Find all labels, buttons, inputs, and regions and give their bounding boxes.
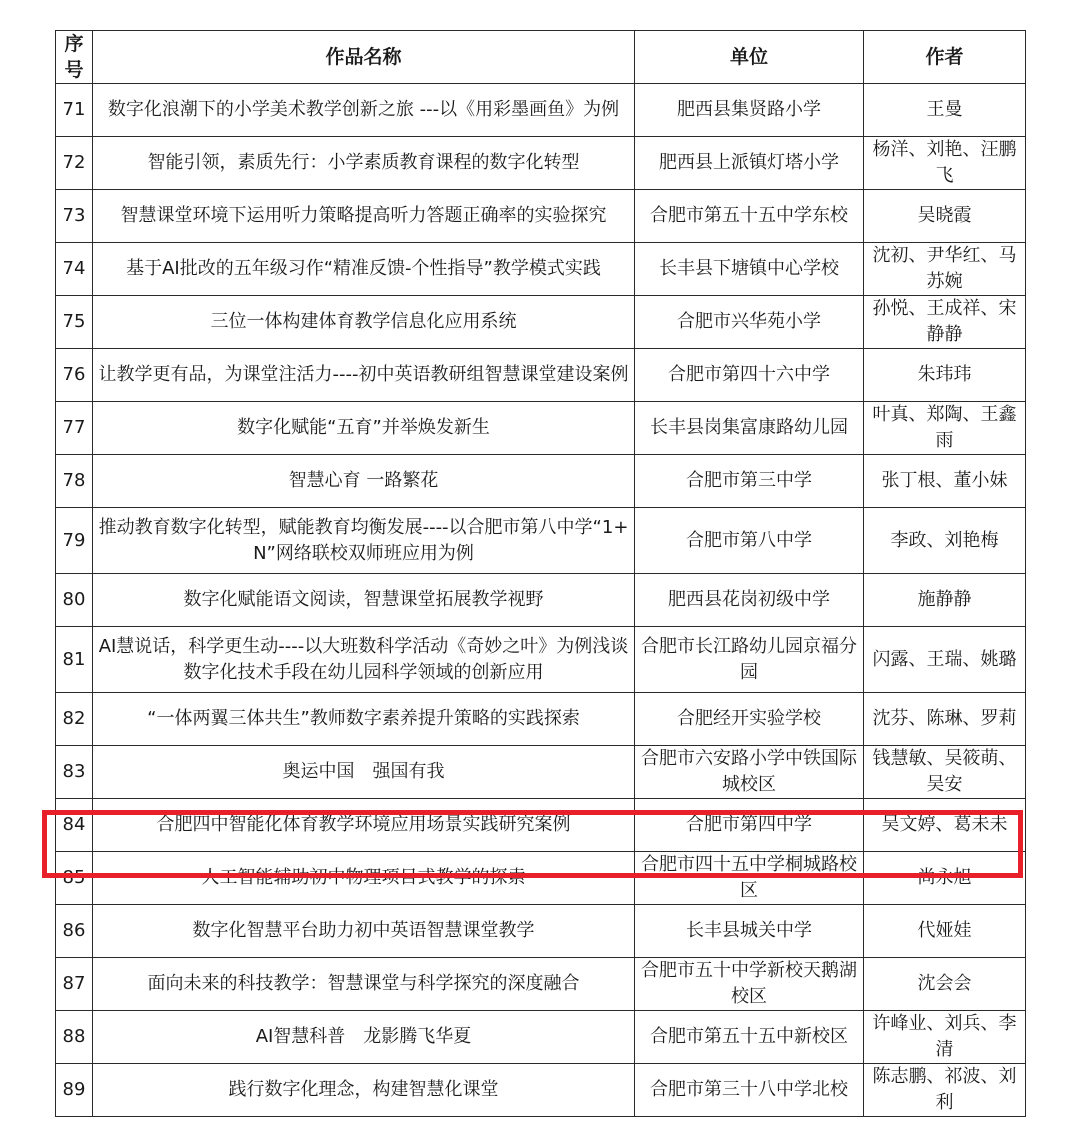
cell-author: 施静静	[864, 574, 1026, 627]
cell-author: 杨洋、刘艳、汪鹏飞	[864, 137, 1026, 190]
cell-author: 许峰业、刘兵、李清	[864, 1011, 1026, 1064]
cell-author: 钱慧敏、吴筱萌、吴安	[864, 746, 1026, 799]
cell-unit: 合肥市第三中学	[635, 455, 864, 508]
cell-author: 陈志鹏、祁波、刘利	[864, 1064, 1026, 1117]
cell-author: 闪露、王瑞、姚璐	[864, 627, 1026, 693]
table-row-highlighted	[56, 799, 1026, 852]
cell-no: 74	[56, 243, 93, 296]
cell-no: 86	[56, 905, 93, 958]
cell-title: AI智慧科普 龙影腾飞华夏	[93, 1011, 635, 1064]
cell-unit: 合肥市六安路小学中铁国际城校区	[635, 746, 864, 799]
cell-no: 76	[56, 349, 93, 402]
cell-no: 85	[56, 852, 93, 905]
header-title: 作品名称	[93, 31, 635, 84]
cell-unit: 合肥市第三十八中学北校	[635, 1064, 864, 1117]
cell-author: 沈初、尹华红、马苏婉	[864, 243, 1026, 296]
table-row	[56, 627, 1026, 693]
cell-title: 数字化赋能“五育”并举焕发新生	[93, 402, 635, 455]
table-row	[56, 190, 1026, 243]
cell-author: 王曼	[864, 84, 1026, 137]
table-row	[56, 137, 1026, 190]
table-row	[56, 243, 1026, 296]
cell-unit: 合肥市第四中学	[635, 799, 864, 852]
cell-author: 张丁根、董小妹	[864, 455, 1026, 508]
cell-title: 智能引领，素质先行：小学素质教育课程的数字化转型	[93, 137, 635, 190]
cell-title: 合肥四中智能化体育教学环境应用场景实践研究案例	[93, 799, 635, 852]
header-no: 序号	[56, 31, 93, 84]
table-row	[56, 1064, 1026, 1117]
table-row	[56, 693, 1026, 746]
awards-table	[55, 30, 1026, 1117]
cell-title: 践行数字化理念，构建智慧化课堂	[93, 1064, 635, 1117]
cell-unit: 合肥市第八中学	[635, 508, 864, 574]
table-row	[56, 574, 1026, 627]
cell-no: 81	[56, 627, 93, 693]
cell-no: 73	[56, 190, 93, 243]
cell-unit: 合肥市第五十五中新校区	[635, 1011, 864, 1064]
cell-no: 72	[56, 137, 93, 190]
cell-title: 数字化赋能语文阅读，智慧课堂拓展教学视野	[93, 574, 635, 627]
table-row	[56, 296, 1026, 349]
table-row	[56, 905, 1026, 958]
cell-unit: 合肥市第四十六中学	[635, 349, 864, 402]
header-unit: 单位	[635, 31, 864, 84]
cell-unit: 长丰县下塘镇中心学校	[635, 243, 864, 296]
table-row	[56, 402, 1026, 455]
cell-no: 87	[56, 958, 93, 1011]
cell-author: 吴文婷、葛未未	[864, 799, 1026, 852]
cell-no: 82	[56, 693, 93, 746]
cell-unit: 长丰县岗集富康路幼儿园	[635, 402, 864, 455]
table-row	[56, 508, 1026, 574]
cell-author: 沈芬、陈琳、罗莉	[864, 693, 1026, 746]
cell-no: 84	[56, 799, 93, 852]
cell-no: 79	[56, 508, 93, 574]
cell-unit: 合肥市五十中学新校天鹅湖校区	[635, 958, 864, 1011]
cell-author: 尚永旭	[864, 852, 1026, 905]
cell-no: 83	[56, 746, 93, 799]
table-row	[56, 455, 1026, 508]
cell-unit: 合肥市四十五中学桐城路校区	[635, 852, 864, 905]
cell-author: 代娅娃	[864, 905, 1026, 958]
table-header-row	[56, 31, 1026, 84]
table-row	[56, 852, 1026, 905]
table-row	[56, 746, 1026, 799]
cell-title: 人工智能辅助初中物理项目式教学的探索	[93, 852, 635, 905]
cell-title: 数字化浪潮下的小学美术教学创新之旅 ---以《用彩墨画鱼》为例	[93, 84, 635, 137]
cell-no: 78	[56, 455, 93, 508]
cell-author: 朱玮玮	[864, 349, 1026, 402]
cell-unit: 肥西县花岗初级中学	[635, 574, 864, 627]
cell-no: 89	[56, 1064, 93, 1117]
cell-author: 沈会会	[864, 958, 1026, 1011]
cell-title: 让教学更有品，为课堂注活力----初中英语教研组智慧课堂建设案例	[93, 349, 635, 402]
cell-author: 李政、刘艳梅	[864, 508, 1026, 574]
cell-title: “一体两翼三体共生”教师数字素养提升策略的实践探索	[93, 693, 635, 746]
cell-title: 面向未来的科技教学：智慧课堂与科学探究的深度融合	[93, 958, 635, 1011]
cell-author: 吴晓霞	[864, 190, 1026, 243]
cell-title: 智慧心育 一路繁花	[93, 455, 635, 508]
cell-no: 75	[56, 296, 93, 349]
cell-no: 77	[56, 402, 93, 455]
cell-unit: 合肥经开实验学校	[635, 693, 864, 746]
cell-author: 叶真、郑陶、王鑫雨	[864, 402, 1026, 455]
cell-unit: 肥西县上派镇灯塔小学	[635, 137, 864, 190]
cell-unit: 合肥市第五十五中学东校	[635, 190, 864, 243]
cell-title: 基于AI批改的五年级习作“精准反馈-个性指导”教学模式实践	[93, 243, 635, 296]
header-author: 作者	[864, 31, 1026, 84]
cell-no: 80	[56, 574, 93, 627]
table-row	[56, 349, 1026, 402]
cell-no: 71	[56, 84, 93, 137]
table-row	[56, 958, 1026, 1011]
cell-unit: 合肥市兴华苑小学	[635, 296, 864, 349]
cell-title: 奥运中国 强国有我	[93, 746, 635, 799]
cell-title: 智慧课堂环境下运用听力策略提高听力答题正确率的实验探究	[93, 190, 635, 243]
cell-title: 三位一体构建体育教学信息化应用系统	[93, 296, 635, 349]
table-row	[56, 84, 1026, 137]
cell-no: 88	[56, 1011, 93, 1064]
cell-unit: 合肥市长江路幼儿园京福分园	[635, 627, 864, 693]
cell-title: 数字化智慧平台助力初中英语智慧课堂教学	[93, 905, 635, 958]
cell-title: AI慧说话，科学更生动----以大班数科学活动《奇妙之叶》为例浅谈数字化技术手段在幼儿园科学领域的创新应用	[93, 627, 635, 693]
cell-title: 推动教育数字化转型，赋能教育均衡发展----以合肥市第八中学“1+N”网络联校双师班应用为例	[93, 508, 635, 574]
cell-unit: 肥西县集贤路小学	[635, 84, 864, 137]
table-row	[56, 1011, 1026, 1064]
cell-author: 孙悦、王成祥、宋静静	[864, 296, 1026, 349]
cell-unit: 长丰县城关中学	[635, 905, 864, 958]
